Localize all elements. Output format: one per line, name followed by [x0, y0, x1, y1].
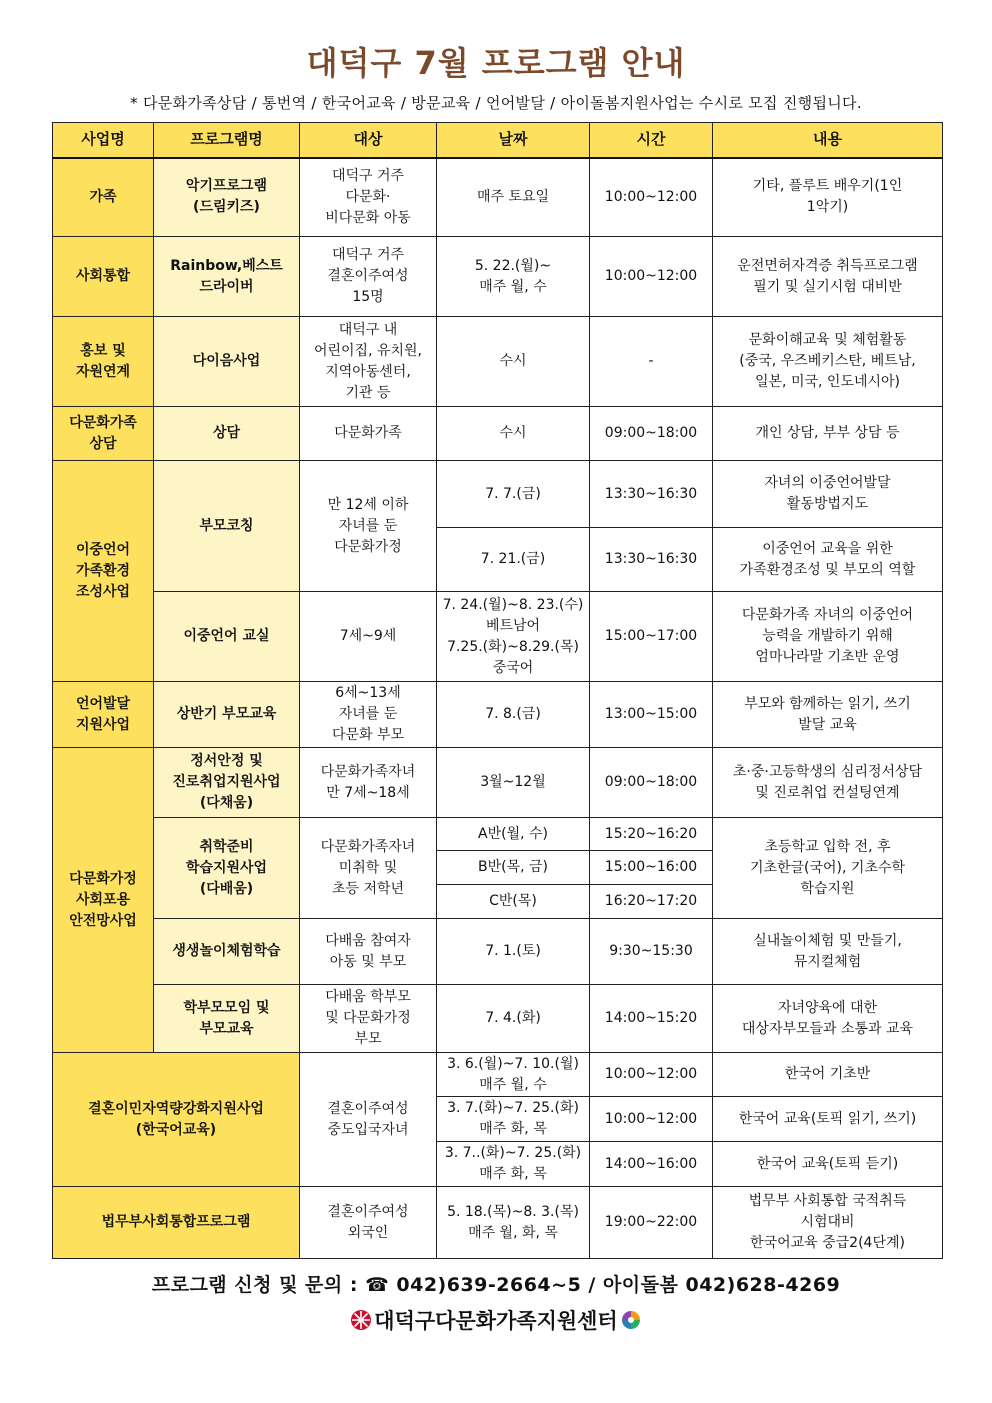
target-cell: 결혼이주여성 중도입국자녀 — [300, 1053, 437, 1187]
content-cell: 문화이해교육 및 체험활동 (중국, 우즈베키스탄, 베트남, 일본, 미국, 인도네시아) — [713, 317, 943, 407]
content-cell: 한국어 교육(토픽 듣기) — [713, 1142, 943, 1187]
time-cell: 13:30~16:30 — [590, 461, 713, 528]
date-cell: A반(월, 수) — [437, 818, 590, 851]
header-category: 사업명 — [53, 123, 154, 158]
notice-text: * 다문화가족상담 / 통번역 / 한국어교육 / 방문교육 / 언어발달 / 아이돌봄지원사업는 수시로 모집 진행됩니다. — [130, 94, 862, 112]
table-row — [53, 317, 943, 407]
time-cell: 15:00~17:00 — [590, 592, 713, 682]
target-cell: 다문화가족자녀 미취학 및 초등 저학년 — [300, 818, 437, 919]
category-cell: 다문화가정 사회포용 안전망사업 — [53, 748, 154, 1053]
time-cell: 19:00~22:00 — [590, 1187, 713, 1259]
program-cell: 정서안정 및 진로취업지원사업 (다채움) — [154, 748, 300, 818]
table-row — [53, 407, 943, 461]
date-cell: 3. 6.(월)~7. 10.(월) 매주 월, 수 — [437, 1053, 590, 1097]
content-cell: 한국어 기초반 — [713, 1053, 943, 1097]
date-cell: 5. 22.(월)~ 매주 월, 수 — [437, 237, 590, 317]
table-row — [53, 919, 943, 985]
date-cell: 7. 24.(월)~8. 23.(수) 베트남어 7.25.(화)~8.29.(목) 중국어 — [437, 592, 590, 682]
target-cell: 결혼이주여성 외국인 — [300, 1187, 437, 1259]
time-cell: 16:20~17:20 — [590, 885, 713, 919]
table-row — [53, 158, 943, 237]
category-cell: 홍보 및 자원연계 — [53, 317, 154, 407]
date-cell: 7. 4.(화) — [437, 985, 590, 1053]
time-cell: 13:00~15:00 — [590, 682, 713, 748]
date-cell: 매주 토요일 — [437, 158, 590, 237]
table-row — [53, 682, 943, 748]
content-cell: 초·중·고등학생의 심리정서상담 및 진로취업 컨설팅연계 — [713, 748, 943, 818]
table-row — [53, 748, 943, 818]
time-cell: 9:30~15:30 — [590, 919, 713, 985]
swirl-icon — [620, 1309, 642, 1331]
table-row — [53, 818, 943, 851]
target-cell: 7세~9세 — [300, 592, 437, 682]
target-cell: 다배움 참여자 아동 및 부모 — [300, 919, 437, 985]
contact-footer: 프로그램 신청 및 문의 : ☎ 042)639-2664~5 / 아이돌봄 042)628-4269 — [151, 1274, 841, 1296]
date-cell: 3. 7..(화)~7. 25.(화) 매주 화, 목 — [437, 1142, 590, 1187]
category-cell: 법무부사회통합프로그램 — [53, 1187, 300, 1259]
date-cell: B반(목, 금) — [437, 851, 590, 885]
time-cell: 10:00~12:00 — [590, 237, 713, 317]
content-cell: 이중언어 교육을 위한 가족환경조성 및 부모의 역할 — [713, 528, 943, 592]
date-cell: C반(목) — [437, 885, 590, 919]
category-cell: 언어발달 지원사업 — [53, 682, 154, 748]
schedule-table — [52, 122, 943, 1259]
page-title: 대덕구 7월 프로그램 안내 — [306, 44, 686, 82]
time-cell: 14:00~16:00 — [590, 1142, 713, 1187]
date-cell: 5. 18.(목)~8. 3.(목) 매주 월, 화, 목 — [437, 1187, 590, 1259]
content-cell: 다문화가족 자녀의 이중언어 능력을 개발하기 위해 엄마나라말 기초반 운영 — [713, 592, 943, 682]
header-date: 날짜 — [437, 123, 590, 158]
date-cell: 7. 8.(금) — [437, 682, 590, 748]
program-cell: 상반기 부모교육 — [154, 682, 300, 748]
table-row — [53, 1053, 943, 1097]
time-cell: 10:00~12:00 — [590, 158, 713, 237]
content-cell: 초등학교 입학 전, 후 기초한글(국어), 기초수학 학습지원 — [713, 818, 943, 919]
program-cell: 학부모모임 및 부모교육 — [154, 985, 300, 1053]
content-cell: 기타, 플루트 배우기(1인 1악기) — [713, 158, 943, 237]
header-program: 프로그램명 — [154, 123, 300, 158]
header-target: 대상 — [300, 123, 437, 158]
content-cell: 자녀양육에 대한 대상자부모들과 소통과 교육 — [713, 985, 943, 1053]
date-cell: 3월~12월 — [437, 748, 590, 818]
target-cell: 다배움 학부모 및 다문화가정 부모 — [300, 985, 437, 1053]
target-cell: 대덕구 거주 결혼이주여성 15명 — [300, 237, 437, 317]
time-cell: 09:00~18:00 — [590, 407, 713, 461]
content-cell: 자녀의 이중언어발달 활동방법지도 — [713, 461, 943, 528]
program-cell: Rainbow,베스트 드라이버 — [154, 237, 300, 317]
category-cell: 사회통합 — [53, 237, 154, 317]
time-cell: 10:00~12:00 — [590, 1053, 713, 1097]
content-cell: 운전면허자격증 취득프로그램 필기 및 실기시험 대비반 — [713, 237, 943, 317]
time-cell: - — [590, 317, 713, 407]
content-cell: 개인 상담, 부부 상담 등 — [713, 407, 943, 461]
content-cell: 실내놀이체험 및 만들기, 뮤지컬체험 — [713, 919, 943, 985]
date-cell: 수시 — [437, 407, 590, 461]
program-cell: 부모코칭 — [154, 461, 300, 592]
time-cell: 09:00~18:00 — [590, 748, 713, 818]
table-row — [53, 985, 943, 1053]
time-cell: 15:00~16:00 — [590, 851, 713, 885]
program-cell: 이중언어 교실 — [154, 592, 300, 682]
program-cell: 생생놀이체험학습 — [154, 919, 300, 985]
category-cell: 다문화가족 상담 — [53, 407, 154, 461]
table-row — [53, 237, 943, 317]
category-cell: 이중언어 가족환경 조성사업 — [53, 461, 154, 682]
target-cell: 6세~13세 자녀를 둔 다문화 부모 — [300, 682, 437, 748]
target-cell: 다문화가족자녀 만 7세~18세 — [300, 748, 437, 818]
date-cell: 7. 1.(토) — [437, 919, 590, 985]
table-row — [53, 1187, 943, 1259]
target-cell: 만 12세 이하 자녀를 둔 다문화가정 — [300, 461, 437, 592]
table-row — [53, 592, 943, 682]
cross-flower-icon — [350, 1309, 372, 1331]
time-cell: 15:20~16:20 — [590, 818, 713, 851]
target-cell: 대덕구 거주 다문화· 비다문화 아동 — [300, 158, 437, 237]
target-cell: 대덕구 내 어린이집, 유치원, 지역아동센터, 기관 등 — [300, 317, 437, 407]
header-content: 내용 — [713, 123, 943, 158]
date-cell: 수시 — [437, 317, 590, 407]
program-cell: 악기프로그램 (드림키즈) — [154, 158, 300, 237]
time-cell: 10:00~12:00 — [590, 1097, 713, 1142]
program-cell: 취학준비 학습지원사업 (다배움) — [154, 818, 300, 919]
category-cell: 결혼이민자역량강화지원사업 (한국어교육) — [53, 1053, 300, 1187]
target-cell: 다문화가족 — [300, 407, 437, 461]
program-cell: 다이음사업 — [154, 317, 300, 407]
date-cell: 3. 7.(화)~7. 25.(화) 매주 화, 목 — [437, 1097, 590, 1142]
header-time: 시간 — [590, 123, 713, 158]
date-cell: 7. 7.(금) — [437, 461, 590, 528]
org-name: 대덕구다문화가족지원센터 — [374, 1309, 618, 1333]
category-cell: 가족 — [53, 158, 154, 237]
header-row — [53, 123, 943, 158]
program-cell: 상담 — [154, 407, 300, 461]
time-cell: 14:00~15:20 — [590, 985, 713, 1053]
content-cell: 법무부 사회통합 국적취득 시험대비 한국어교육 중급2(4단계) — [713, 1187, 943, 1259]
content-cell: 부모와 함께하는 읽기, 쓰기 발달 교육 — [713, 682, 943, 748]
time-cell: 13:30~16:30 — [590, 528, 713, 592]
table-row — [53, 461, 943, 528]
date-cell: 7. 21.(금) — [437, 528, 590, 592]
content-cell: 한국어 교육(토픽 읽기, 쓰기) — [713, 1097, 943, 1142]
org-logo — [0, 1305, 992, 1335]
